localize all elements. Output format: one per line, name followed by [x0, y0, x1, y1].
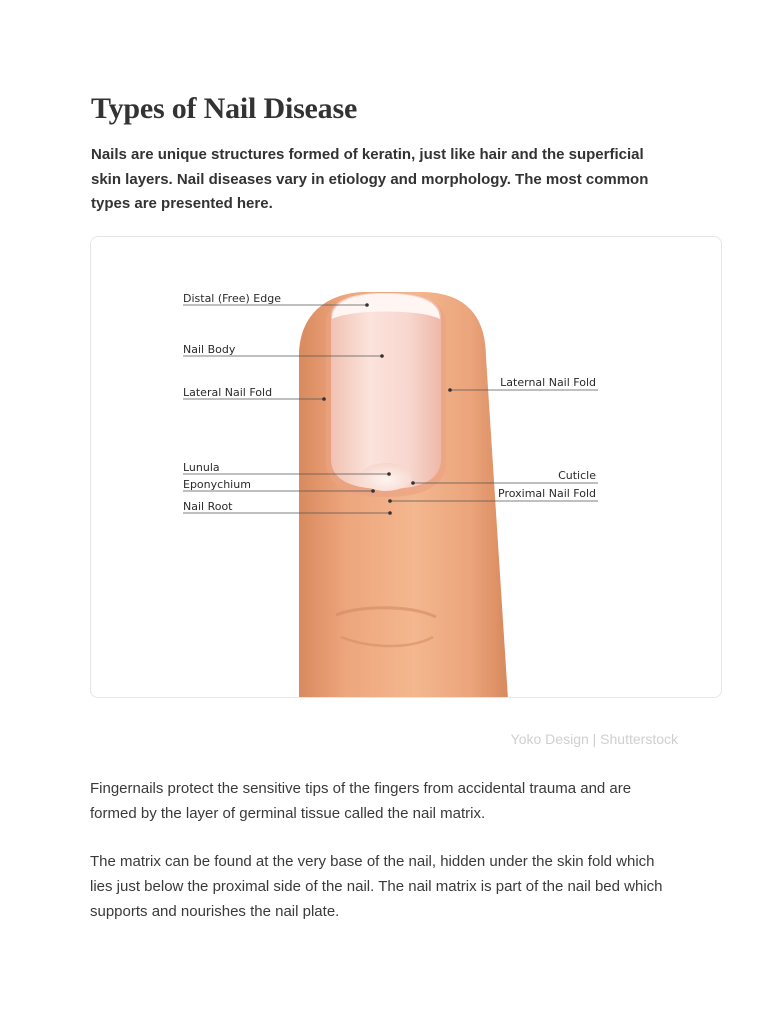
body-paragraph-1: Fingernails protect the sensitive tips of the fingers from accidental trauma and are formed by the layer of germinal tissue called the nail matrix. — [90, 780, 632, 822]
nail-plate — [331, 293, 441, 489]
label-lateral-nail-fold-right: Laternal Nail Fold — [500, 376, 596, 389]
lunula-shape — [360, 463, 412, 491]
nail-anatomy-figure — [90, 236, 722, 698]
label-nail-root: Nail Root — [183, 500, 233, 513]
label-lunula: Lunula — [183, 461, 220, 474]
page-title: Types of Nail Disease — [91, 92, 358, 125]
lead-paragraph: Nails are unique structures formed of keratin, just like hair and the superficial skin layers. Nail diseases vary in etiology and morphology. The most common types are presented here. — [91, 146, 649, 212]
label-eponychium: Eponychium — [183, 478, 251, 491]
nail-anatomy-illustration — [91, 237, 722, 698]
image-credit: Yoko Design | Shutterstock — [510, 731, 678, 747]
label-lateral-nail-fold-left: Lateral Nail Fold — [183, 386, 273, 399]
label-distal-edge: Distal (Free) Edge — [183, 292, 281, 305]
label-proximal-nail-fold: Proximal Nail Fold — [498, 487, 596, 500]
label-cuticle: Cuticle — [558, 469, 596, 482]
body-paragraph-2: The matrix can be found at the very base of the nail, hidden under the skin fold which lies just below the proximal side of the nail. The nail matrix is part of the nail bed which supports and nourishes the nail plate. — [90, 853, 663, 920]
label-nail-body: Nail Body — [183, 343, 236, 356]
